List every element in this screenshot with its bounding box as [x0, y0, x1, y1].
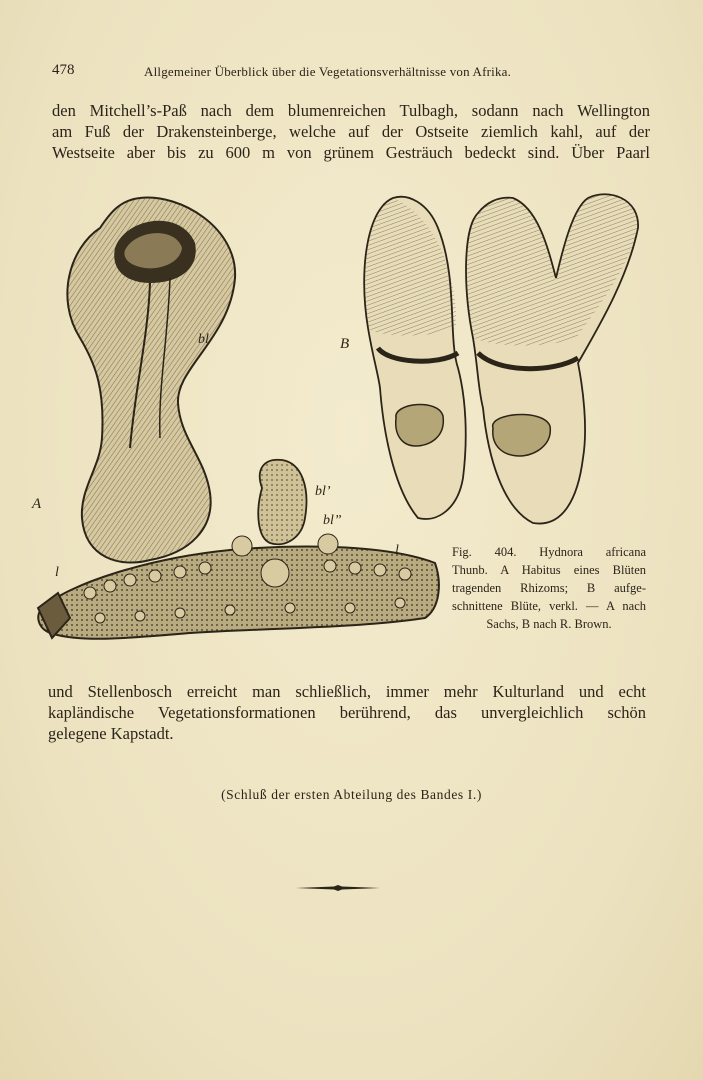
caption-line: Fig. 404. Hydnora africana: [452, 545, 646, 559]
closing-note: (Schluß der ersten Abteilung des Bandes I.): [221, 787, 482, 802]
text-line: den Mitchell’s-Paß nach dem blumenreichen Tulbagh, sodann nach Wellington: [52, 101, 650, 120]
text-line: am Fuß der Drakensteinberge, welche auf der Ostseite ziemlich kahl, auf der: [52, 122, 650, 141]
caption-line: schnittene Blüte, verkl. — A nach: [452, 599, 646, 613]
label-l-right: l: [395, 543, 399, 558]
caption-line: tragenden Rhizoms; B aufge-: [452, 581, 646, 595]
label-bl-prime: bl’: [315, 484, 331, 499]
paragraph-bottom: [48, 681, 646, 744]
caption-line: Sachs, B nach R. Brown.: [486, 617, 612, 631]
paragraph-top: [52, 100, 650, 163]
label-b: B: [340, 336, 350, 352]
text-line: gelegene Kapstadt.: [48, 724, 174, 743]
figure-caption: [452, 543, 646, 633]
label-bl: bl: [198, 332, 209, 347]
page-header: [52, 62, 652, 84]
label-l-left: l: [55, 565, 59, 580]
running-head: Allgemeiner Überblick über die Vegetationsverhältnisse von Afrika.: [144, 64, 512, 79]
page-number: 478: [52, 62, 75, 78]
caption-line: Thunb. A Habitus eines Blüten: [452, 563, 646, 577]
text-line: Westseite aber bis zu 600 m von grünem Gesträuch bedeckt sind. Über Paarl: [52, 143, 650, 162]
text-line: und Stellenbosch erreicht man schließlich, immer mehr Kulturland und echt: [48, 682, 646, 701]
text-line: kapländische Vegetationsformationen berührend, das unvergleichlich schön: [48, 703, 646, 722]
label-a: A: [32, 496, 42, 512]
figure-b-illustration: [338, 188, 658, 533]
label-bl-double: bl”: [323, 513, 342, 528]
end-ornament-rule: [296, 884, 380, 892]
